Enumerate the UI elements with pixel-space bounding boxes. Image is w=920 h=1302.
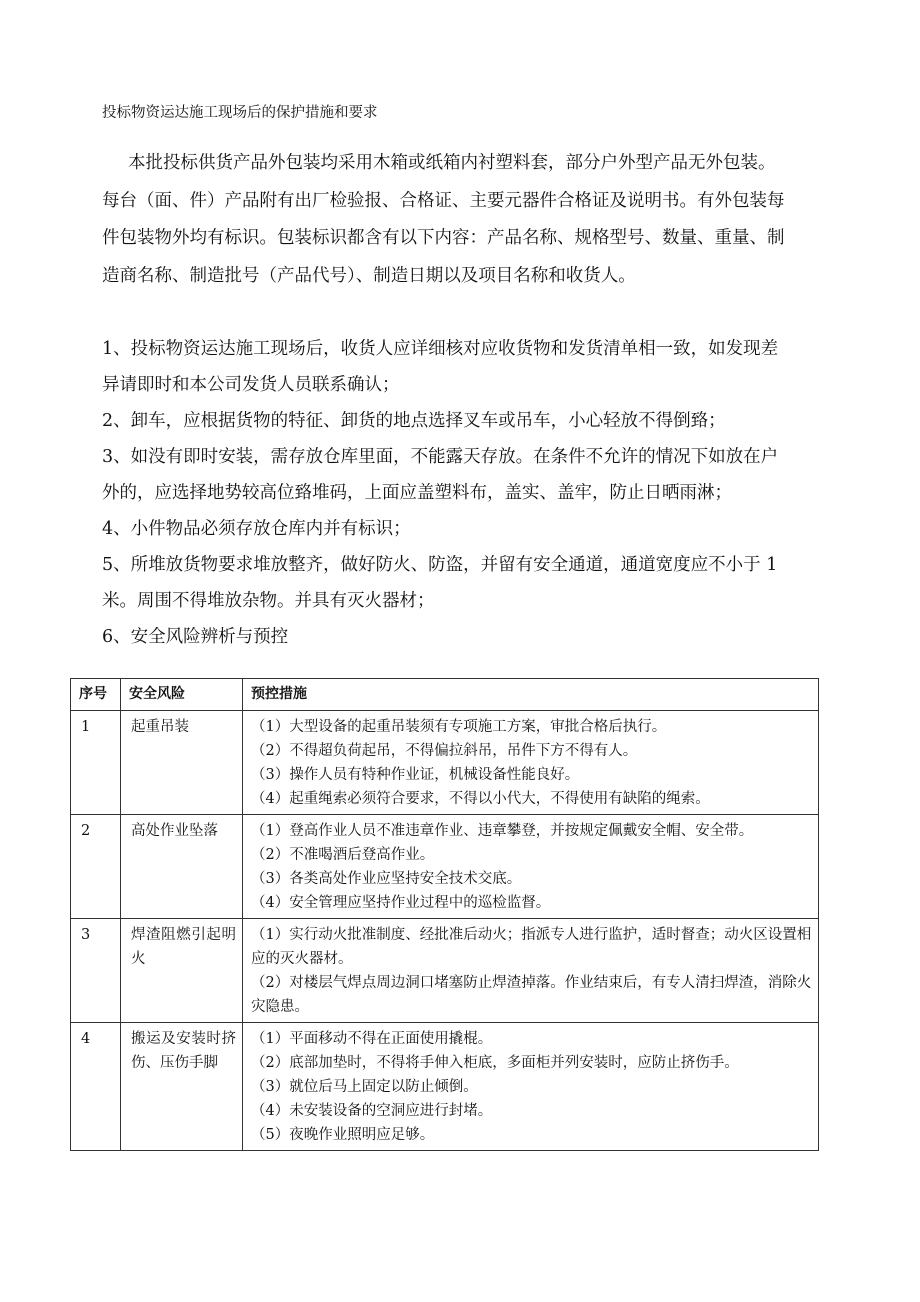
- measures-cell: [243, 919, 819, 1023]
- measure-item: （4）起重绳索必须符合要求，不得以小代大，不得使用有缺陷的绳索。: [251, 791, 710, 807]
- measure-item: （4）安全管理应坚持作业过程中的巡检监督。: [251, 895, 551, 911]
- risk-name: 搬运及安装时挤伤、压伤手脚: [121, 1023, 243, 1151]
- measure-item: （3）各类高处作业应坚持安全技术交底。: [251, 871, 522, 887]
- requirement-line: 4、小件物品必须存放仓库内并有标识；: [102, 519, 411, 539]
- requirement-line: 外的，应选择地势较高位臵堆码，上面应盖塑料布，盖实、盖牢，防止日晒雨淋；: [102, 483, 732, 503]
- table-row: [71, 919, 819, 1023]
- intro-line: 件包装物外均有标识。包装标识都含有以下内容：产品名称、规格型号、数量、重量、制: [102, 228, 785, 248]
- measures-cell: [243, 815, 819, 919]
- measure-item: （2）不得超负荷起吊，不得偏拉斜吊，吊件下方不得有人。: [251, 743, 638, 759]
- measure-item: （2）对楼层气焊点周边洞口堵塞防止焊渣掉落。作业结束后，有专人清扫焊渣，消除火灾隐患。: [251, 975, 812, 1015]
- requirement-line: 米。周围不得堆放杂物。并具有灭火器材；: [102, 591, 435, 611]
- requirements-list: [102, 331, 826, 655]
- row-number: 1: [71, 711, 121, 815]
- header-number: 序号: [71, 679, 121, 711]
- measure-item: （1）实行动火批准制度、经批准后动火；指派专人进行监护，适时督查；动火区设置相应的灭火器材。: [251, 927, 812, 967]
- risk-control-table: [70, 678, 819, 1151]
- requirement-line: 3、如没有即时安装，需存放仓库里面，不能露天存放。在条件不允许的情况下如放在户: [102, 447, 779, 467]
- measure-item: （5）夜晚作业照明应足够。: [251, 1127, 435, 1143]
- header-measures: 预控措施: [243, 679, 819, 711]
- row-number: 4: [71, 1023, 121, 1151]
- table-header-row: [71, 679, 819, 711]
- intro-paragraph: [102, 145, 826, 295]
- row-number: 2: [71, 815, 121, 919]
- requirement-line: 5、所堆放货物要求堆放整齐，做好防火、防盗，并留有安全通道，通道宽度应不小于 1: [102, 555, 778, 575]
- requirement-line: 异请即时和本公司发货人员联系确认；: [102, 375, 400, 395]
- intro-line: 造商名称、制造批号（产品代号）、制造日期以及项目名称和收货人。: [102, 265, 636, 286]
- row-number: 3: [71, 919, 121, 1023]
- table-row: [71, 1023, 819, 1151]
- measure-item: （2）不准喝酒后登高作业。: [251, 847, 435, 863]
- header-risk: 安全风险: [121, 679, 243, 711]
- risk-name: 高处作业坠落: [121, 815, 243, 919]
- measure-item: （1）登高作业人员不准违章作业、违章攀登，并按规定佩戴安全帽、安全带。: [251, 823, 754, 839]
- requirement-line: 6、安全风险辨析与预控: [102, 627, 289, 647]
- measure-item: （2）底部加垫时，不得将手伸入柜底，多面柜并列安装时，应防止挤伤手。: [251, 1055, 739, 1071]
- intro-line: 本批投标供货产品外包装均采用木箱或纸箱内衬塑料套，部分户外型产品无外包装。: [128, 153, 776, 173]
- measure-item: （1）大型设备的起重吊装须有专项施工方案，审批合格后执行。: [251, 719, 667, 735]
- measure-item: （1）平面移动不得在正面使用撬棍。: [251, 1031, 493, 1047]
- requirement-line: 1、投标物资运达施工现场后，收货人应详细核对应收货物和发货清单相一致，如发现差: [102, 339, 779, 359]
- intro-line: 每台（面、件）产品附有出厂检验报、合格证、主要元器件合格证及说明书。有外包装每: [102, 190, 785, 211]
- risk-name: 焊渣阻燃引起明火: [121, 919, 243, 1023]
- document-title: 投标物资运达施工现场后的保护措施和要求: [102, 105, 378, 121]
- requirement-line: 2、卸车，应根据货物的特征、卸货的地点选择叉车或吊车，小心轻放不得倒臵；: [102, 411, 726, 431]
- measure-item: （4）未安装设备的空洞应进行封堵。: [251, 1103, 493, 1119]
- measure-item: （3）就位后马上固定以防止倾倒。: [251, 1079, 478, 1095]
- table-row: [71, 815, 819, 919]
- measure-item: （3）操作人员有特种作业证，机械设备性能良好。: [251, 767, 580, 783]
- measures-cell: [243, 1023, 819, 1151]
- measures-cell: [243, 711, 819, 815]
- risk-name: 起重吊装: [121, 711, 243, 815]
- table-row: [71, 711, 819, 815]
